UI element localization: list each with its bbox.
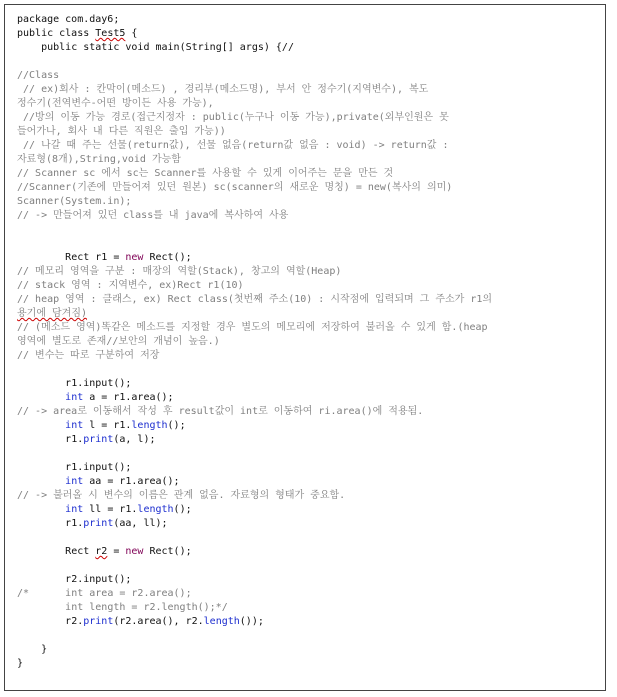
comment-line: // 나갈 때 주는 선물(return값), 선물 없음(return값 없음 : void) -> return값 : xyxy=(17,140,449,151)
package-line xyxy=(17,13,601,27)
area-assign-line xyxy=(17,475,601,489)
new-keyword: new xyxy=(125,252,144,263)
print-call: print xyxy=(83,616,114,627)
blank-line xyxy=(17,223,601,237)
print-target: r1. xyxy=(17,434,84,445)
class-close-brace: } xyxy=(17,658,24,669)
length-call: length xyxy=(203,616,240,627)
length-call: length xyxy=(131,420,168,431)
comment-line: // 변수는 따로 구분하여 저장 xyxy=(17,350,160,361)
comment-text: 용기에 담겨짐) xyxy=(17,308,88,319)
comment-line: 영역에 별도로 존재//보안의 개념이 높음.) xyxy=(17,336,220,347)
area-expr: aa = r1.area(); xyxy=(83,476,180,487)
area-expr: a = r1.area(); xyxy=(83,392,174,403)
blank-line xyxy=(17,55,601,69)
call-parens: (); xyxy=(167,420,186,431)
class-declaration-line xyxy=(17,27,601,41)
comment-line: // -> 불러올 시 변수의 이름은 관계 없음. 자료형의 형태가 중요함. xyxy=(17,490,346,501)
java-source-code xyxy=(17,13,601,671)
comment-line xyxy=(17,307,601,321)
print-target: r2. xyxy=(17,616,84,627)
comment-line: // ex)회사 : 칸막이(메소드) , 경리부(메소드명), 부서 안 정수기(지역변수), 복도 xyxy=(17,84,429,95)
rect-var: r2 xyxy=(95,546,108,557)
int-type: int xyxy=(65,504,84,515)
comment-line: // 메모리 영역을 구분 : 매장의 역할(Stack), 창고의 역할(Heap) xyxy=(17,266,342,277)
main-signature: public static void main( xyxy=(17,42,186,53)
comment-line: //방의 이동 가능 경로(접근지정자 : public(누구나 이동 가능),private(외부인원은 못 xyxy=(17,112,449,123)
main-method-line xyxy=(17,41,601,55)
blank-line xyxy=(17,531,601,545)
rect-ctor: Rect(); xyxy=(143,252,192,263)
input-call-line: r1.input(); xyxy=(17,462,132,473)
int-type: int xyxy=(65,392,84,403)
comment-line: // Scanner sc 에서 sc는 Scanner를 사용할 수 있게 이어주는 문을 만든 것 xyxy=(17,168,394,179)
comment-line: // stack 영역 : 지역변수, ex)Rect r1(10) xyxy=(17,280,244,291)
length-expr: l = r1. xyxy=(83,420,132,431)
comment-line: // -> 만들어져 있던 class를 내 java에 복사하여 사용 xyxy=(17,210,289,221)
print-line xyxy=(17,517,601,531)
call-parens: ()); xyxy=(239,616,264,627)
string-type: String xyxy=(185,42,222,53)
block-comment-line: int length = r2.length();*/ xyxy=(17,602,228,613)
input-call-line: r1.input(); xyxy=(17,378,132,389)
new-keyword: new xyxy=(125,546,144,557)
comment-line: // heap 영역 : 클래스, ex) Rect class(첫번째 주소(10) : 시작점에 입력되며 그 주소가 r1의 xyxy=(17,294,493,305)
blank-line xyxy=(17,559,601,573)
rect-r1-line xyxy=(17,251,601,265)
comment-line: 정수기(전역변수-어떤 방이든 사용 가능), xyxy=(17,98,214,109)
blank-line xyxy=(17,629,601,643)
print-line xyxy=(17,433,601,447)
blank-line xyxy=(17,237,601,251)
comment-line: //Scanner(기존에 만들어져 있던 원본) sc(scanner의 새로운 명칭) = new(복사의 의미) xyxy=(17,182,453,193)
print-call: print xyxy=(83,518,114,529)
print-target: r1. xyxy=(17,518,84,529)
comment-line: // (메소드 영역)똑같은 메소드를 지정할 경우 별도의 메모리에 저장하여 불러올 수 있게 함.(heap xyxy=(17,322,488,333)
call-parens: (); xyxy=(173,504,192,515)
method-close-brace: } xyxy=(17,644,48,655)
print-args: (a, l); xyxy=(113,434,156,445)
print-call: print xyxy=(83,434,114,445)
length-expr: ll = r1. xyxy=(83,504,138,515)
blank-line xyxy=(17,447,601,461)
print-args: (r2.area(), r2. xyxy=(113,616,204,627)
main-args: [] args) {// xyxy=(221,42,294,53)
class-brace: { xyxy=(125,28,138,39)
comment-line: 자료형(8개),String,void 가능함 xyxy=(17,154,181,165)
area-assign-line xyxy=(17,391,601,405)
code-document-frame xyxy=(4,4,606,691)
rect-decl: Rect r1 = xyxy=(17,252,126,263)
comment-line: 들어가나, 회사 내 다른 직원은 출입 가능)) xyxy=(17,126,226,137)
input-call-line: r2.input(); xyxy=(17,574,132,585)
comment-line: Scanner(System.in); xyxy=(17,196,132,207)
rect-r2-line xyxy=(17,545,601,559)
class-name: Test5 xyxy=(95,28,126,39)
int-type: int xyxy=(65,420,84,431)
length-assign-line xyxy=(17,419,601,433)
int-type: int xyxy=(65,476,84,487)
assign-op: = xyxy=(107,546,126,557)
print-args: (aa, ll); xyxy=(113,518,168,529)
block-comment-line: /* int area = r2.area(); xyxy=(17,588,192,599)
length-assign-line xyxy=(17,503,601,517)
length-call: length xyxy=(137,504,174,515)
comment-line: //Class xyxy=(17,70,60,81)
rect-ctor: Rect(); xyxy=(143,546,192,557)
package-text: package com.day6; xyxy=(17,14,120,25)
rect-decl: Rect xyxy=(17,546,96,557)
class-keyword: public class xyxy=(17,28,96,39)
blank-line xyxy=(17,363,601,377)
comment-line: // -> area로 이동해서 작성 후 result값이 int로 이동하여 ri.area()에 적용됨. xyxy=(17,406,424,417)
print-line xyxy=(17,615,601,629)
